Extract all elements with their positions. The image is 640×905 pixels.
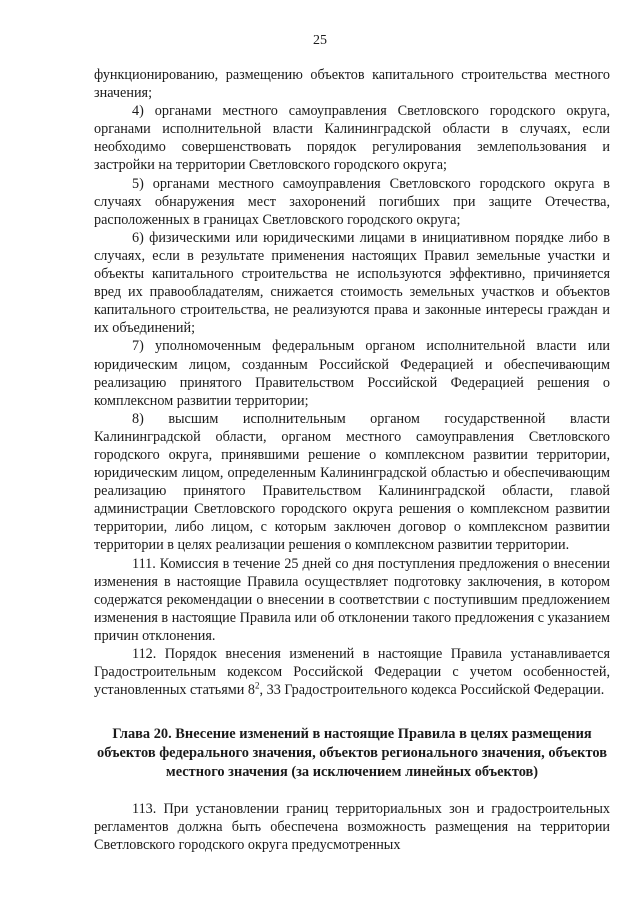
clause-112-superscript: 2 — [255, 680, 260, 691]
list-item-8: 8) высшим исполнительным органом государственной власти Калининградской области, органом местного самоуправления Светловского городского округа, принявшими решение о комплексном развитии территории, юридическим лицом, определенным Калининградской областью и обеспечивающим реализацию принятого Правительством Калининградской области, главой администрации Светловского городского округа решения о комплексном развитии территории, либо лицом, с которым заключен договор о комплексном развитии территории в целях реализации решения о комплексном развитии территории. — [94, 410, 610, 554]
chapter-heading: Глава 20. Внесение изменений в настоящие Правила в целях размещения объектов федерального значения, объектов регионального значения, объектов местного значения (за исключением линейных объектов) — [97, 726, 607, 781]
clause-113: 113. При установлении границ территориальных зон и градостроительных регламентов должна быть обеспечена возможность размещения на территории Светловского городского округа предусмотренных — [94, 801, 610, 854]
list-item-7: 7) уполномоченным федеральным органом исполнительной власти или юридическим лицом, созданным Российской Федерацией и обеспечивающим реализацию принятого Правительством Российской Федерацией решения о комплексном развитии территории; — [94, 338, 610, 409]
clause-112 — [94, 645, 610, 699]
document-body — [94, 66, 610, 855]
list-item-6: 6) физическими или юридическими лицами в инициативном порядке либо в случаях, если в результате применения настоящих Правил земельные участки и объекты капитального строительства не используются эффективно, причиняется вред их правообладателям, снижается стоимость земельных участков и объектов капитального строительства, не реализуются права и законные интересы граждан и их объединений; — [94, 229, 610, 337]
list-item-5: 5) органами местного самоуправления Светловского городского округа в случаях обнаружения мест захоронений погибших при защите Отечества, расположенных в границах Светловского городского округа; — [94, 175, 610, 228]
paragraph-continuation: функционированию, размещению объектов капитального строительства местного значения; — [94, 67, 610, 102]
clause-111: 111. Комиссия в течение 25 дней со дня поступления предложения о внесении изменения в настоящие Правила осуществляет подготовку заключения, в котором содержатся рекомендации о внесении в соответствии с поступившим предложением изменения в настоящие Правила или об отклонении такого предложения с указанием причин отклонения. — [94, 555, 610, 644]
clause-112-text-start: 112. Порядок внесения изменений в настоящие Правила устанавливается Градостроительным кодексом Российской Федерации с учетом особенностей, установленных статьями 8 — [94, 646, 610, 699]
clause-112-text-end: , 33 Градостроительного кодекса Российской Федерации. — [259, 682, 605, 699]
list-item-4: 4) органами местного самоуправления Светловского городского округа, органами исполнительной власти Калининградской области в случаях, если необходимо совершенствовать порядок регулирования землепользования и застройки на территории Светловского городского округа; — [94, 103, 610, 174]
page-number: 25 — [313, 33, 327, 48]
